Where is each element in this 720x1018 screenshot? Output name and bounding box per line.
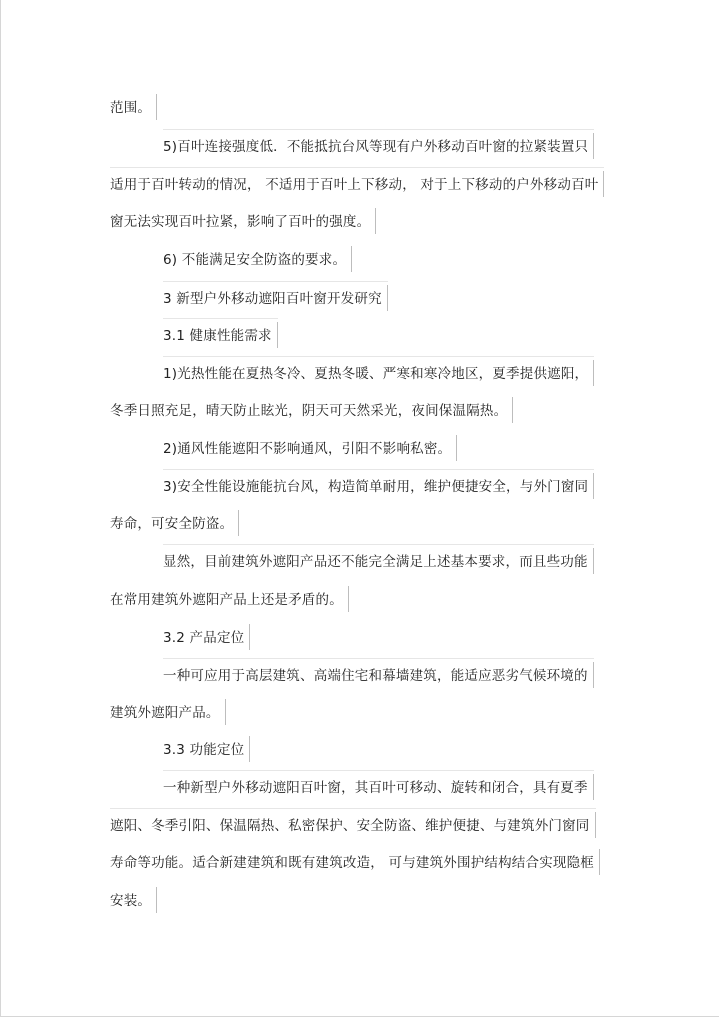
text-line-4: 窗无法实现百叶拉紧，影响了百叶的强度。 [110, 212, 376, 232]
text-line-20: 遮阳、冬季引阳、保温隔热、私密保护、安全防盗、维护便捷、与建筑外门窗同 [110, 816, 596, 836]
text-line-1: 范围。 [110, 98, 157, 118]
section-heading-3: 3 新型户外移动遮阳百叶窗开发研究 [163, 289, 388, 309]
text-line-22: 安装。 [110, 891, 157, 911]
text-line-10: 2)通风性能遮阳不影响通风，引阳不影响私密。 [163, 439, 457, 459]
text-line-3: 适用于百叶转动的情况， 不适用于百叶上下移动， 对于上下移动的户外移动百叶 [110, 175, 604, 195]
text-line-11: 3)安全性能设施能抗台风，构造简单耐用，维护便捷安全，与外门窗同 [163, 477, 594, 497]
text-line-21: 寿命等功能。适合新建建筑和既有建筑改造， 可与建筑外围护结构结合实现隐框 [110, 853, 600, 873]
text-line-9: 冬季日照充足，晴天防止眩光，阴天可天然采光，夜间保温隔热。 [110, 401, 513, 421]
text-line-13: 显然，目前建筑外遮阳产品还不能完全满足上述基本要求，而且些功能 [163, 552, 594, 572]
text-line-8: 1)光热性能在夏热冬冷、夏热冬暖、严寒和寒冷地区，夏季提供遮阳， [163, 364, 594, 384]
text-line-19: 一种新型户外移动遮阳百叶窗，其百叶可移动、旋转和闭合，具有夏季 [163, 778, 594, 798]
section-heading-3-1: 3.1 健康性能需求 [163, 326, 278, 346]
text-line-2: 5)百叶连接强度低．不能抵抗台风等现有户外移动百叶窗的拉紧装置只 [163, 137, 594, 157]
text-line-16: 一种可应用于高层建筑、高端住宅和幕墙建筑，能适应恶劣气候环境的 [163, 666, 594, 686]
text-line-12: 寿命，可安全防盗。 [110, 514, 239, 534]
text-line-5: 6) 不能满足安全防盗的要求。 [163, 250, 352, 270]
text-line-17: 建筑外遮阳产品。 [110, 703, 226, 723]
text-line-14: 在常用建筑外遮阳产品上还是矛盾的。 [110, 590, 349, 610]
section-heading-3-3: 3.3 功能定位 [163, 740, 250, 760]
section-heading-3-2: 3.2 产品定位 [163, 628, 250, 648]
